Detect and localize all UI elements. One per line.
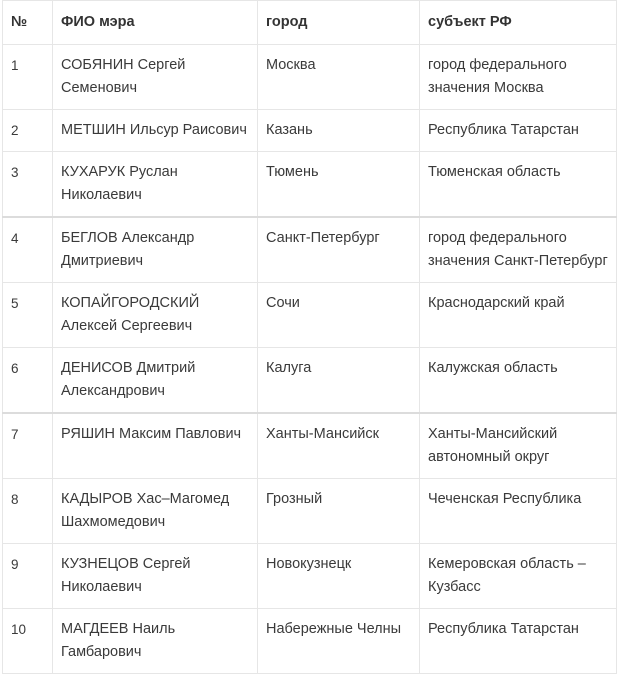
cell-city: Грозный — [258, 479, 420, 544]
cell-city: Казань — [258, 110, 420, 152]
table-body — [3, 45, 617, 674]
table-row — [3, 110, 617, 152]
table-row — [3, 217, 617, 283]
mayors-table-container — [2, 0, 616, 674]
cell-region: Республика Татарстан — [420, 609, 617, 674]
mayors-table — [2, 0, 617, 674]
cell-city: Калуга — [258, 348, 420, 414]
cell-mayor-name: РЯШИН Максим Павлович — [53, 413, 258, 479]
cell-number: 3 — [3, 152, 53, 218]
cell-region: Ханты-Мансийский автономный округ — [420, 413, 617, 479]
cell-number: 2 — [3, 110, 53, 152]
cell-region: Краснодарский край — [420, 283, 617, 348]
cell-mayor-name: БЕГЛОВ Александр Дмитриевич — [53, 217, 258, 283]
table-row — [3, 152, 617, 218]
cell-city: Ханты-Мансийск — [258, 413, 420, 479]
cell-mayor-name: МАГДЕЕВ Наиль Гамбарович — [53, 609, 258, 674]
cell-mayor-name: ДЕНИСОВ Дмитрий Александрович — [53, 348, 258, 414]
cell-mayor-name: КУЗНЕЦОВ Сергей Николаевич — [53, 544, 258, 609]
cell-number: 4 — [3, 217, 53, 283]
header-mayor-name: ФИО мэра — [53, 1, 258, 45]
cell-city: Санкт-Петербург — [258, 217, 420, 283]
cell-city: Сочи — [258, 283, 420, 348]
table-row — [3, 348, 617, 414]
table-row — [3, 609, 617, 674]
cell-city: Москва — [258, 45, 420, 110]
cell-number: 8 — [3, 479, 53, 544]
table-row — [3, 479, 617, 544]
cell-region: город федерального значения Москва — [420, 45, 617, 110]
cell-city: Тюмень — [258, 152, 420, 218]
cell-mayor-name: КАДЫРОВ Хас–Магомед Шахмомедович — [53, 479, 258, 544]
header-region: субъект РФ — [420, 1, 617, 45]
cell-number: 1 — [3, 45, 53, 110]
cell-number: 9 — [3, 544, 53, 609]
header-number: № — [3, 1, 53, 45]
table-row — [3, 45, 617, 110]
header-row — [3, 1, 617, 45]
cell-mayor-name: СОБЯНИН Сергей Семенович — [53, 45, 258, 110]
table-row — [3, 283, 617, 348]
cell-number: 5 — [3, 283, 53, 348]
cell-city: Набережные Челны — [258, 609, 420, 674]
cell-city: Новокузнецк — [258, 544, 420, 609]
cell-region: Республика Татарстан — [420, 110, 617, 152]
cell-region: Тюменская область — [420, 152, 617, 218]
cell-region: Чеченская Республика — [420, 479, 617, 544]
cell-number: 6 — [3, 348, 53, 414]
cell-region: Калужская область — [420, 348, 617, 414]
header-city: город — [258, 1, 420, 45]
cell-mayor-name: КУХАРУК Руслан Николаевич — [53, 152, 258, 218]
cell-mayor-name: МЕТШИН Ильсур Раисович — [53, 110, 258, 152]
cell-region: Кемеровская область – Кузбасс — [420, 544, 617, 609]
cell-region: город федерального значения Санкт-Петербург — [420, 217, 617, 283]
cell-mayor-name: КОПАЙГОРОДСКИЙ Алексей Сергеевич — [53, 283, 258, 348]
cell-number: 10 — [3, 609, 53, 674]
table-header — [3, 1, 617, 45]
table-row — [3, 544, 617, 609]
cell-number: 7 — [3, 413, 53, 479]
table-row — [3, 413, 617, 479]
